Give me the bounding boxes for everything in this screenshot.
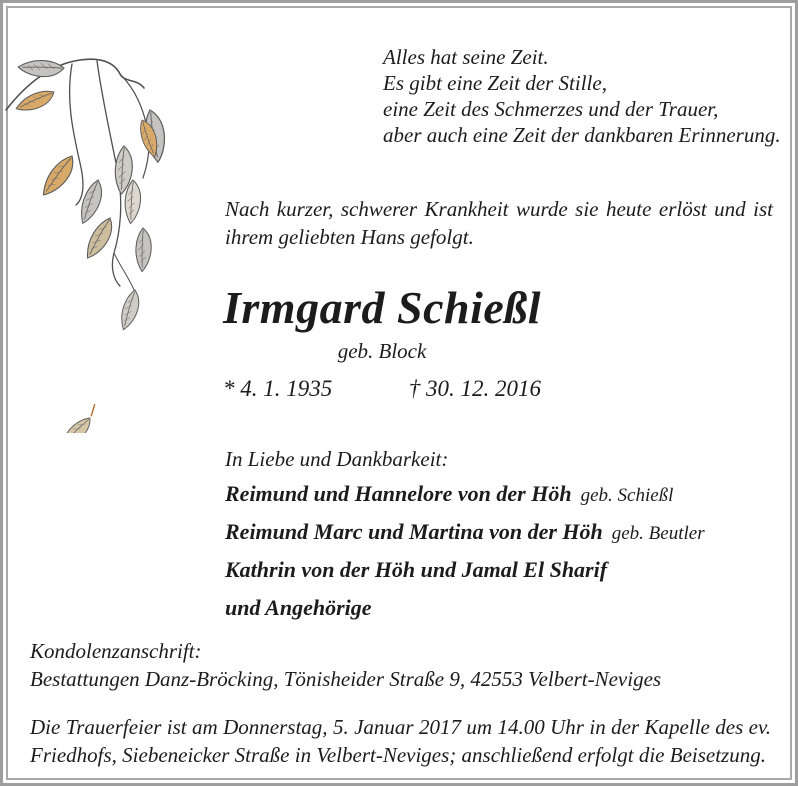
life-dates [223, 376, 541, 402]
mourners-intro: In Liebe und Dankbarkeit: [225, 447, 449, 471]
mourner-maiden-name: geb. Beutler [611, 523, 705, 544]
announcement-line: ihrem geliebten Hans gefolgt. [225, 225, 474, 249]
condolence-address: Bestattungen Danz-Bröcking, Tönisheider Straße 9, 42553 Velbert-Neviges [30, 667, 662, 691]
deceased-name: Irmgard Schießl [223, 282, 542, 333]
verse-line: aber auch eine Zeit der dankbaren Erinnerung. [383, 123, 781, 147]
mourner-names: Kathrin von der Höh und Jamal El Sharif [225, 557, 608, 582]
mourner-entry [225, 590, 705, 628]
mourner-entry [225, 476, 705, 514]
deceased-block [223, 282, 541, 402]
mourner-maiden-name: geb. Schießl [580, 485, 674, 506]
condolence-section [30, 637, 661, 693]
autumn-branch-icon [2, 28, 207, 433]
mourner-names: Reimund Marc und Martina von der Höh [225, 519, 603, 544]
death-announcement [225, 195, 773, 251]
mourner-entry [225, 552, 705, 590]
funeral-line: Die Trauerfeier ist am Donnerstag, 5. Januar 2017 um 14.00 Uhr in der Kapelle des ev. [30, 715, 771, 739]
funeral-info [30, 713, 771, 769]
birth-date: * 4. 1. 1935 [223, 375, 333, 401]
funeral-line: Friedhofs, Siebeneicker Straße in Velbert-Neviges; anschließend erfolgt die Beisetzung. [30, 743, 766, 767]
verse-line: eine Zeit des Schmerzes und der Trauer, [383, 97, 719, 121]
mourners-section [225, 442, 705, 628]
maiden-name: geb. Block [337, 338, 427, 363]
verse-line: Es gibt eine Zeit der Stille, [383, 71, 607, 95]
mourner-names: und Angehörige [225, 595, 372, 620]
mourner-names: Reimund und Hannelore von der Höh [225, 481, 572, 506]
death-date: † 30. 12. 2016 [408, 375, 542, 401]
mourner-entry [225, 514, 705, 552]
opening-verse [383, 44, 781, 148]
condolence-label: Kondolenzanschrift: [30, 639, 202, 663]
verse-line: Alles hat seine Zeit. [383, 45, 549, 69]
announcement-line: Nach kurzer, schwerer Krankheit wurde sie heute erlöst und ist [225, 197, 773, 221]
